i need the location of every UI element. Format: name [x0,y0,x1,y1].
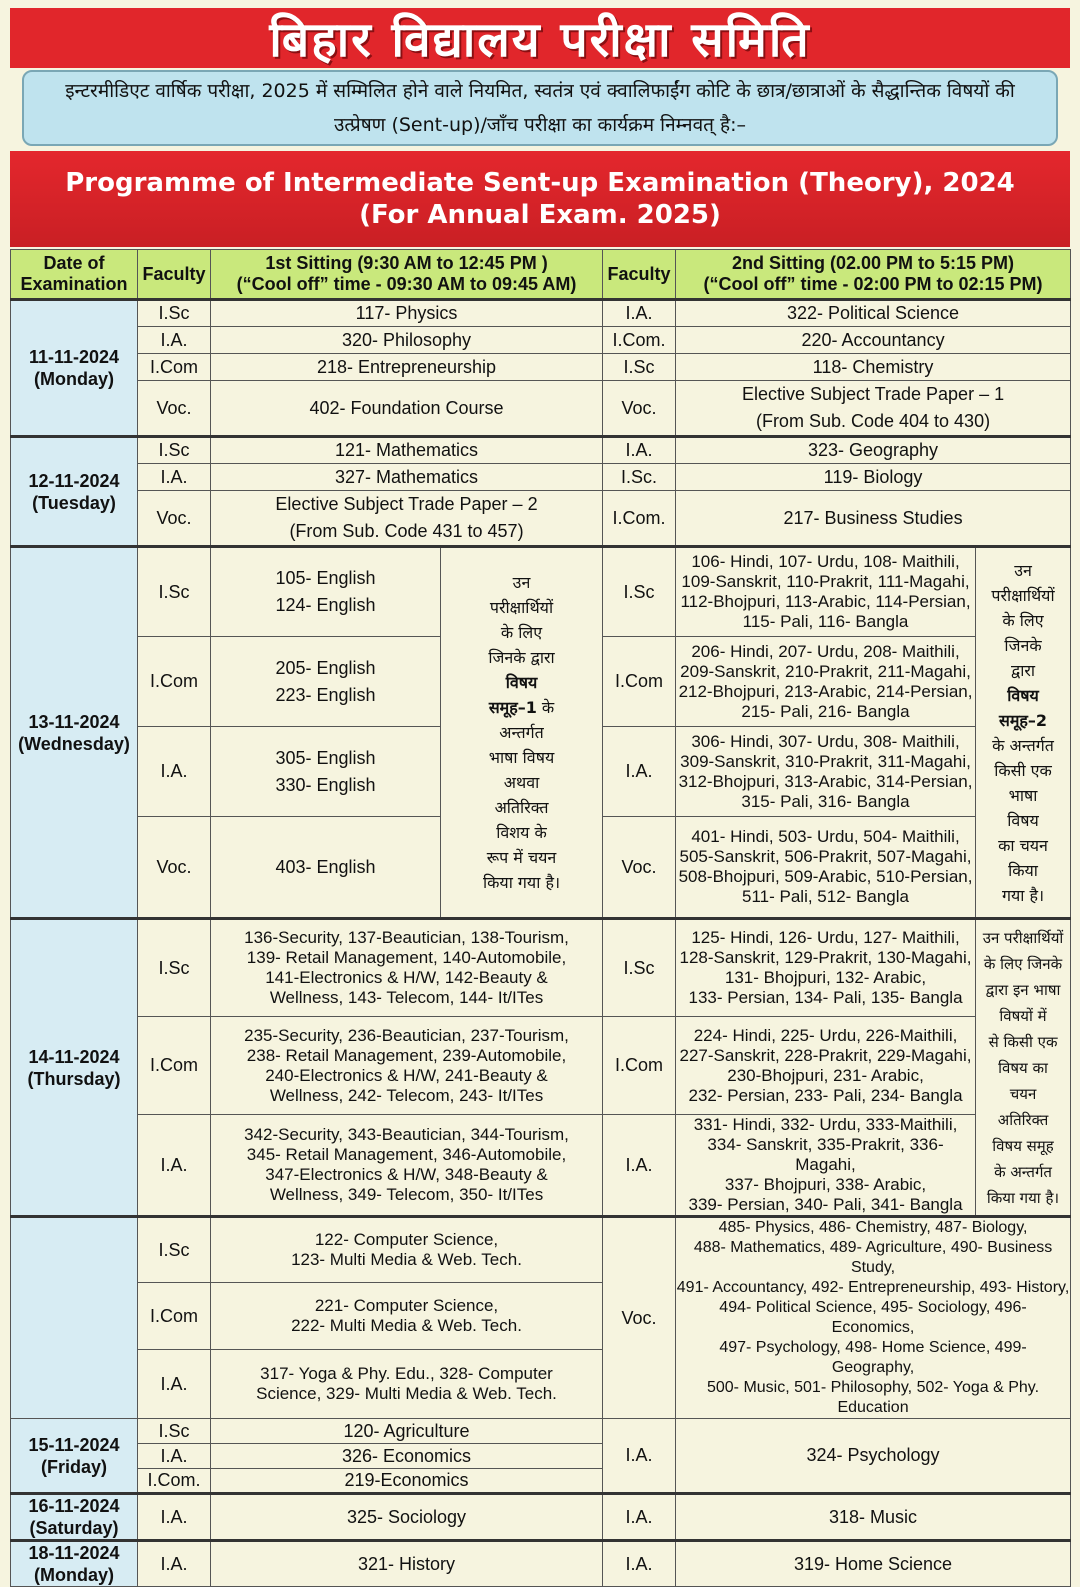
faculty-cell: I.Com. [603,491,676,547]
subject-cell: 319- Home Science [676,1541,1071,1587]
faculty-cell: I.A. [603,437,676,464]
subject-cell: 305- English 330- English [211,727,441,817]
subject-cell: 325- Sociology [211,1494,603,1541]
subject-cell: 401- Hindi, 503- Urdu, 504- Maithili, 505-Sanskrit, 506-Prakrit, 507-Magahi, 508-Bhojpuri, 509-Arabic, 510-Persian, 511- Pali, 512- Bangla [676,817,976,919]
date-cell: 13-11-2024 (Wednesday) [11,547,138,919]
subject-cell: Elective Subject Trade Paper – 1 (From Sub. Code 404 to 430) [676,381,1071,437]
header-faculty-1: Faculty [138,250,211,300]
faculty-cell: I.Com [138,637,211,727]
faculty-cell: I.A. [138,1349,211,1418]
faculty-cell: Voc. [138,491,211,547]
subject-cell: 321- History [211,1541,603,1587]
date-cell: 18-11-2024 (Monday) [11,1541,138,1587]
subject-cell: 136-Security, 137-Beautician, 138-Tourism, 139- Retail Management, 140-Automobile, 141-Electronics & H/W, 142-Beauty & Wellness, 143- Telecom, 144- It/ITes [211,919,603,1017]
faculty-cell: Voc. [603,817,676,919]
subject-cell: 121- Mathematics [211,437,603,464]
faculty-cell: I.Sc [603,919,676,1017]
table-row [11,327,1071,354]
table-row [11,437,1071,464]
table-row [11,1419,1071,1444]
board-title: बिहार विद्यालय परीक्षा समिति [269,11,811,68]
faculty-cell: Voc. [138,381,211,437]
subject-cell: 320- Philosophy [211,327,603,354]
date-cell: 14-11-2024 (Thursday) [11,919,138,1217]
table-row [11,381,1071,437]
faculty-cell: I.A. [603,1419,676,1494]
faculty-cell: I.Sc [603,547,676,637]
subject-cell: 218- Entrepreneurship [211,354,603,381]
faculty-cell: I.A. [138,727,211,817]
faculty-cell: I.A. [138,1494,211,1541]
subject-cell: 221- Computer Science, 222- Multi Media & Web. Tech. [211,1283,603,1349]
faculty-cell: I.Com. [138,1469,211,1494]
notice-text [65,74,1015,142]
faculty-cell: I.A. [138,1115,211,1217]
faculty-cell: I.A. [138,1541,211,1587]
subject-cell: 327- Mathematics [211,464,603,491]
subject-cell: 331- Hindi, 332- Urdu, 333-Maithili, 334- Sanskrit, 335-Prakrit, 336- Magahi, 337- Bhojpuri, 338- Arabic, 339- Persian, 340- Pali, 341- Bangla [676,1115,976,1217]
faculty-cell: I.Com [603,637,676,727]
table-row [11,547,1071,637]
date-cell-blank [11,1217,138,1419]
programme-subtitle: (For Annual Exam. 2025) [359,200,721,230]
subject-cell: 322- Political Science [676,300,1071,327]
subject-cell: 323- Geography [676,437,1071,464]
subject-cell: 220- Accountancy [676,327,1071,354]
notice-line-2: उत्प्रेषण (Sent-up)/जाँच परीक्षा का कार्यक्रम निम्नवत् है:– [333,114,746,136]
subject-cell: 117- Physics [211,300,603,327]
table-row [11,491,1071,547]
faculty-cell: I.Com [138,1283,211,1349]
faculty-cell: Voc. [138,817,211,919]
subject-cell: 205- English 223- English [211,637,441,727]
table-row [11,1541,1071,1587]
subject-cell: 119- Biology [676,464,1071,491]
subject-cell: 118- Chemistry [676,354,1071,381]
subject-cell: 106- Hindi, 107- Urdu, 108- Maithili, 109-Sanskrit, 110-Prakrit, 111-Magahi, 112-Bhojpuri, 113-Arabic, 114-Persian, 115- Pali, 116- Bangla [676,547,976,637]
faculty-cell: I.Sc [138,300,211,327]
table-row [11,354,1071,381]
table-row [11,1494,1071,1541]
subject-cell: 206- Hindi, 207- Urdu, 208- Maithili, 209-Sanskrit, 210-Prakrit, 211-Magahi, 212-Bhojpuri, 213-Arabic, 214-Persian, 215- Pali, 216- Bangla [676,637,976,727]
subject-cell: 105- English 124- English [211,547,441,637]
faculty-cell: I.Sc [138,437,211,464]
faculty-cell: I.Sc [603,354,676,381]
board-title-banner [10,8,1070,68]
faculty-cell: I.A. [138,327,211,354]
faculty-cell: I.A. [603,727,676,817]
subject-cell: Elective Subject Trade Paper – 2 (From Sub. Code 431 to 457) [211,491,603,547]
faculty-cell: I.Sc. [603,464,676,491]
subject-cell: 403- English [211,817,441,919]
table-header-row [11,250,1071,300]
programme-banner [10,151,1070,247]
faculty-cell: I.A. [603,1494,676,1541]
faculty-cell: Voc. [603,381,676,437]
table-row [11,1017,1071,1115]
faculty-cell: I.Com. [603,327,676,354]
exam-schedule-table [10,249,1071,1587]
subject-cell: 217- Business Studies [676,491,1071,547]
faculty-cell: I.Sc [138,919,211,1017]
subject-cell: 224- Hindi, 225- Urdu, 226-Maithili, 227-Sanskrit, 228-Prakrit, 229-Magahi, 230-Bhojpuri, 231- Arabic, 232- Persian, 233- Pali, 234- Bangla [676,1017,976,1115]
faculty-cell: I.A. [138,464,211,491]
subject-cell: 125- Hindi, 126- Urdu, 127- Maithili, 128-Sanskrit, 129-Prakrit, 130-Magahi, 131- Bhojpuri, 132- Arabic, 133- Persian, 134- Pali, 135- Bangla [676,919,976,1017]
table-row [11,300,1071,327]
subject-cell: 219-Economics [211,1469,603,1494]
table-row [11,464,1071,491]
notice-line-1: इन्टरमीडिएट वार्षिक परीक्षा, 2025 में सम्मिलित होने वाले नियमित, स्वतंत्र एवं क्वालिफाईंग कोटि के छात्र/छात्राओं के सैद्धान्तिक विषयों की [65,80,1015,102]
faculty-cell: I.Sc [138,547,211,637]
subject-cell: 324- Psychology [676,1419,1071,1494]
group-2-language-note: उन परीक्षार्थियों के लिए जिनके द्वारा विषय समूह–2 के अन्तर्गत किसी एक भाषा विषय का चयन किया गया है। [976,547,1071,919]
faculty-cell: I.A. [138,1444,211,1469]
notice-box [22,70,1058,146]
date-cell: 12-11-2024 (Tuesday) [11,437,138,547]
header-first-sitting: 1st Sitting (9:30 AM to 12:45 PM ) (“Cool off” time - 09:30 AM to 09:45 AM) [211,250,603,300]
faculty-cell: Voc. [603,1217,676,1419]
subject-cell: 318- Music [676,1494,1071,1541]
date-cell: 15-11-2024 (Friday) [11,1419,138,1494]
programme-title: Programme of Intermediate Sent-up Examination (Theory), 2024 [65,168,1015,198]
subject-cell: 402- Foundation Course [211,381,603,437]
subject-cell: 306- Hindi, 307- Urdu, 308- Maithili, 309-Sanskrit, 310-Prakrit, 311-Magahi, 312-Bhojpuri, 313-Arabic, 314-Persian, 315- Pali, 316- Bangla [676,727,976,817]
header-second-sitting: 2nd Sitting (02.00 PM to 5:15 PM) (“Cool off” time - 02:00 PM to 02:15 PM) [676,250,1071,300]
faculty-cell: I.Sc [138,1419,211,1444]
subject-cell: 326- Economics [211,1444,603,1469]
date-cell: 16-11-2024 (Saturday) [11,1494,138,1541]
subject-cell: 317- Yoga & Phy. Edu., 328- Computer Science, 329- Multi Media & Web. Tech. [211,1349,603,1418]
subject-cell: 120- Agriculture [211,1419,603,1444]
faculty-cell: I.A. [603,300,676,327]
header-faculty-2: Faculty [603,250,676,300]
subject-cell: 122- Computer Science, 123- Multi Media & Web. Tech. [211,1217,603,1283]
table-row [11,1217,1071,1283]
faculty-cell: I.Com [138,354,211,381]
faculty-cell: I.Com [138,1017,211,1115]
subject-cell: 342-Security, 343-Beautician, 344-Tourism, 345- Retail Management, 346-Automobile, 347-Electronics & H/W, 348-Beauty & Wellness, 349- Telecom, 350- It/ITes [211,1115,603,1217]
faculty-cell: I.A. [603,1541,676,1587]
subject-cell: 235-Security, 236-Beautician, 237-Tourism, 238- Retail Management, 239-Automobile, 240-Electronics & H/W, 241-Beauty & Wellness, 242- Telecom, 243- It/ITes [211,1017,603,1115]
additional-subject-note: उन परीक्षार्थियों के लिए जिनके द्वारा इन भाषा विषयों में से किसी एक विषय का चयन अतिरिक्त विषय समूह के अन्तर्गत किया गया है। [976,919,1071,1217]
table-row [11,1115,1071,1217]
header-date: Date of Examination [11,250,138,300]
date-cell: 11-11-2024 (Monday) [11,300,138,437]
group-1-language-note: उन परीक्षार्थियों के लिए जिनके द्वारा विषय समूह–1 के अन्तर्गत भाषा विषय अथवा अतिरिक्त विशय के रूप में चयन किया गया है। [441,547,603,919]
faculty-cell: I.Com [603,1017,676,1115]
faculty-cell: I.A. [603,1115,676,1217]
subject-cell: 485- Physics, 486- Chemistry, 487- Biology, 488- Mathematics, 489- Agriculture, 490- Business Study, 491- Accountancy, 492- Entrepreneurship, 493- History, 494- Political Science, 495- Sociology, 496- Economics, 497- Psychology, 498- Home Science, 499- Geography, 500- Music, 501- Philosophy, 502- Yoga & Phy. Education [676,1217,1071,1419]
table-row [11,919,1071,1017]
faculty-cell: I.Sc [138,1217,211,1283]
